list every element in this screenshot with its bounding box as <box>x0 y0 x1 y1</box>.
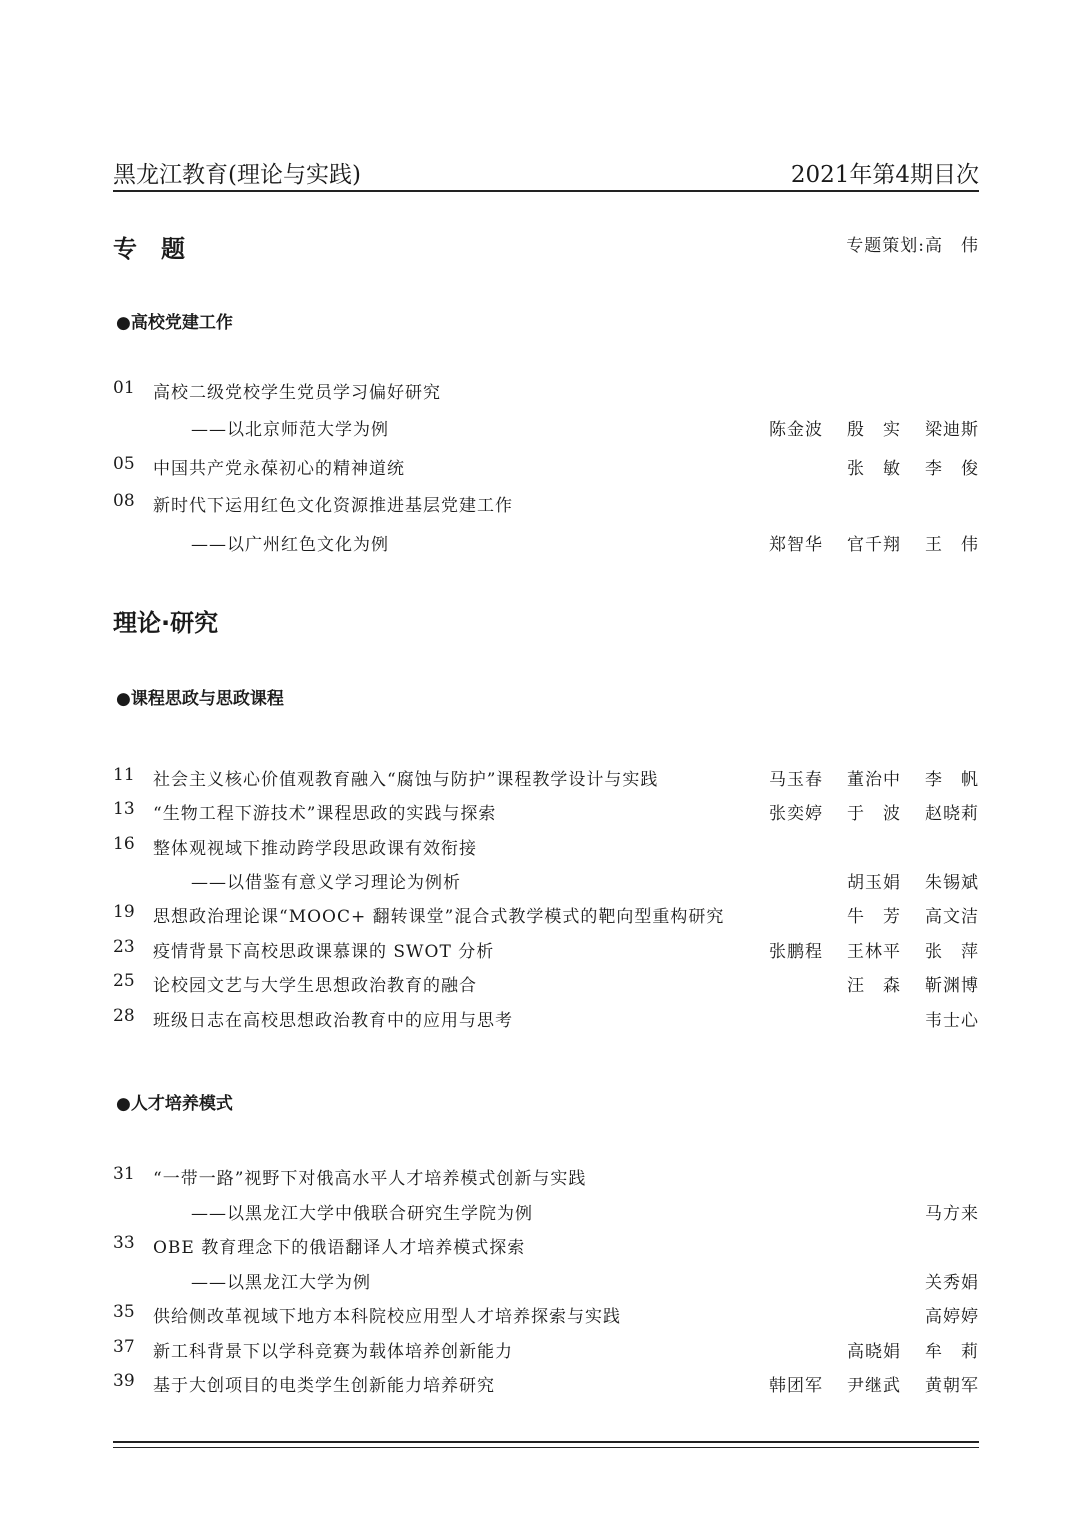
entry-subtitle: ——以黑龙江大学为例 <box>191 1273 371 1293</box>
author-name: 韩团军 <box>769 1376 823 1396</box>
author-name: 马玉春 <box>769 770 823 790</box>
author-name: 朱锡斌 <box>925 873 979 893</box>
entry-authors <box>823 971 979 996</box>
toc-entry <box>113 902 979 928</box>
subsection-heading-party-building: ●高校党建工作 <box>116 313 233 333</box>
entry-page-number: 23 <box>113 937 135 957</box>
entry-page-number: 25 <box>113 971 135 991</box>
toc-entry <box>113 1199 979 1225</box>
footer-divider <box>113 1441 979 1448</box>
author-name: 牟 莉 <box>925 1342 979 1362</box>
toc-entry <box>113 1337 979 1363</box>
entry-page-number: 39 <box>113 1371 135 1391</box>
toc-entry <box>113 1233 979 1259</box>
entry-title: OBE 教育理念下的俄语翻译人才培养模式探索 <box>153 1238 526 1258</box>
entry-page-number: 11 <box>113 765 135 785</box>
subsection-heading-talent-training: ●人才培养模式 <box>116 1094 233 1114</box>
toc-entry <box>113 1268 979 1294</box>
entry-authors <box>745 1371 979 1396</box>
entry-page-number: 37 <box>113 1337 135 1357</box>
toc-entry <box>113 1164 979 1190</box>
entry-authors <box>823 868 979 893</box>
entry-title: 社会主义核心价值观教育融入“腐蚀与防护”课程教学设计与实践 <box>153 770 659 790</box>
author-name: 牛 芳 <box>847 907 901 927</box>
author-name: 李 俊 <box>925 459 979 479</box>
entry-authors <box>745 799 979 824</box>
entry-authors <box>823 1337 979 1362</box>
entry-title: 疫情背景下高校思政课慕课的 SWOT 分析 <box>153 942 495 962</box>
entry-page-number: 35 <box>113 1302 135 1322</box>
author-name: 赵晓莉 <box>925 804 979 824</box>
entry-title: 供给侧改革视域下地方本科院校应用型人才培养探索与实践 <box>153 1307 621 1327</box>
author-name: 张 敏 <box>847 459 901 479</box>
entry-authors <box>901 1268 979 1293</box>
author-name: 高晓娟 <box>847 1342 901 1362</box>
author-name: 汪 森 <box>847 976 901 996</box>
toc-entry <box>113 1302 979 1328</box>
author-name: 官千翔 <box>847 535 901 555</box>
entry-title: 新时代下运用红色文化资源推进基层党建工作 <box>153 496 513 516</box>
entry-authors <box>745 415 979 440</box>
author-name: 张奕婷 <box>769 804 823 824</box>
entry-title: 论校园文艺与大学生思想政治教育的融合 <box>153 976 477 996</box>
toc-entry <box>113 415 979 441</box>
entry-page-number: 28 <box>113 1006 135 1026</box>
author-name: 梁迪斯 <box>925 420 979 440</box>
journal-title: 黑龙江教育(理论与实践) <box>113 162 361 188</box>
entry-page-number: 13 <box>113 799 135 819</box>
author-name: 殷 实 <box>847 420 901 440</box>
toc-entry <box>113 530 979 556</box>
author-name: 关秀娟 <box>925 1273 979 1293</box>
section-title-theory-research: 理论·研究 <box>113 609 219 637</box>
entry-page-number: 31 <box>113 1164 135 1184</box>
toc-entry <box>113 1371 979 1397</box>
entry-page-number: 16 <box>113 834 135 854</box>
author-name: 李 帆 <box>925 770 979 790</box>
entry-subtitle: ——以广州红色文化为例 <box>191 535 389 555</box>
author-name: 黄朝军 <box>925 1376 979 1396</box>
toc-entry <box>113 765 979 791</box>
special-planner: 专题策划:高 伟 <box>846 236 979 256</box>
author-name: 王林平 <box>847 942 901 962</box>
toc-entry <box>113 1006 979 1032</box>
author-name: 于 波 <box>847 804 901 824</box>
entry-title: 思想政治理论课“MOOC+ 翻转课堂”混合式教学模式的靶向型重构研究 <box>153 907 725 927</box>
author-name: 马方来 <box>925 1204 979 1224</box>
entry-page-number: 01 <box>113 378 135 398</box>
entry-page-number: 08 <box>113 491 135 511</box>
entry-title: 整体观视域下推动跨学段思政课有效衔接 <box>153 839 477 859</box>
entry-authors <box>823 902 979 927</box>
toc-entry <box>113 799 979 825</box>
entry-title: 基于大创项目的电类学生创新能力培养研究 <box>153 1376 495 1396</box>
entry-subtitle: ——以北京师范大学为例 <box>191 420 389 440</box>
author-name: 王 伟 <box>925 535 979 555</box>
toc-entry <box>113 491 979 517</box>
entry-authors <box>745 530 979 555</box>
author-name: 韦士心 <box>925 1011 979 1031</box>
toc-entry <box>113 937 979 963</box>
entry-authors <box>745 937 979 962</box>
toc-entry <box>113 868 979 894</box>
entry-title: “生物工程下游技术”课程思政的实践与探索 <box>153 804 497 824</box>
entry-title: 新工科背景下以学科竞赛为载体培养创新能力 <box>153 1342 513 1362</box>
section-title-special: 专 题 <box>113 235 185 263</box>
entry-page-number: 05 <box>113 454 135 474</box>
entry-subtitle: ——以借鉴有意义学习理论为例析 <box>191 873 461 893</box>
entry-page-number: 19 <box>113 902 135 922</box>
entry-authors <box>901 1006 979 1031</box>
page-header <box>113 154 979 192</box>
author-name: 董治中 <box>847 770 901 790</box>
author-name: 郑智华 <box>769 535 823 555</box>
author-name: 张 萍 <box>925 942 979 962</box>
entry-title: 班级日志在高校思想政治教育中的应用与思考 <box>153 1011 513 1031</box>
author-name: 张鹏程 <box>769 942 823 962</box>
toc-entry <box>113 378 979 404</box>
author-name: 高文洁 <box>925 907 979 927</box>
author-name: 靳渊博 <box>925 976 979 996</box>
toc-entry <box>113 454 979 480</box>
issue-label: 2021年第4期目次 <box>790 162 979 188</box>
entry-authors <box>823 454 979 479</box>
subsection-heading-curriculum: ●课程思政与思政课程 <box>116 689 284 709</box>
entry-subtitle: ——以黑龙江大学中俄联合研究生学院为例 <box>191 1204 533 1224</box>
entry-authors <box>901 1199 979 1224</box>
entry-page-number: 33 <box>113 1233 135 1253</box>
entry-authors <box>745 765 979 790</box>
entry-title: 中国共产党永葆初心的精神道统 <box>153 459 405 479</box>
toc-entry <box>113 834 979 860</box>
toc-entry <box>113 971 979 997</box>
author-name: 高婷婷 <box>925 1307 979 1327</box>
entry-authors <box>901 1302 979 1327</box>
author-name: 胡玉娟 <box>847 873 901 893</box>
author-name: 陈金波 <box>769 420 823 440</box>
author-name: 尹继武 <box>847 1376 901 1396</box>
entry-title: “一带一路”视野下对俄高水平人才培养模式创新与实践 <box>153 1169 587 1189</box>
entry-title: 高校二级党校学生党员学习偏好研究 <box>153 383 441 403</box>
